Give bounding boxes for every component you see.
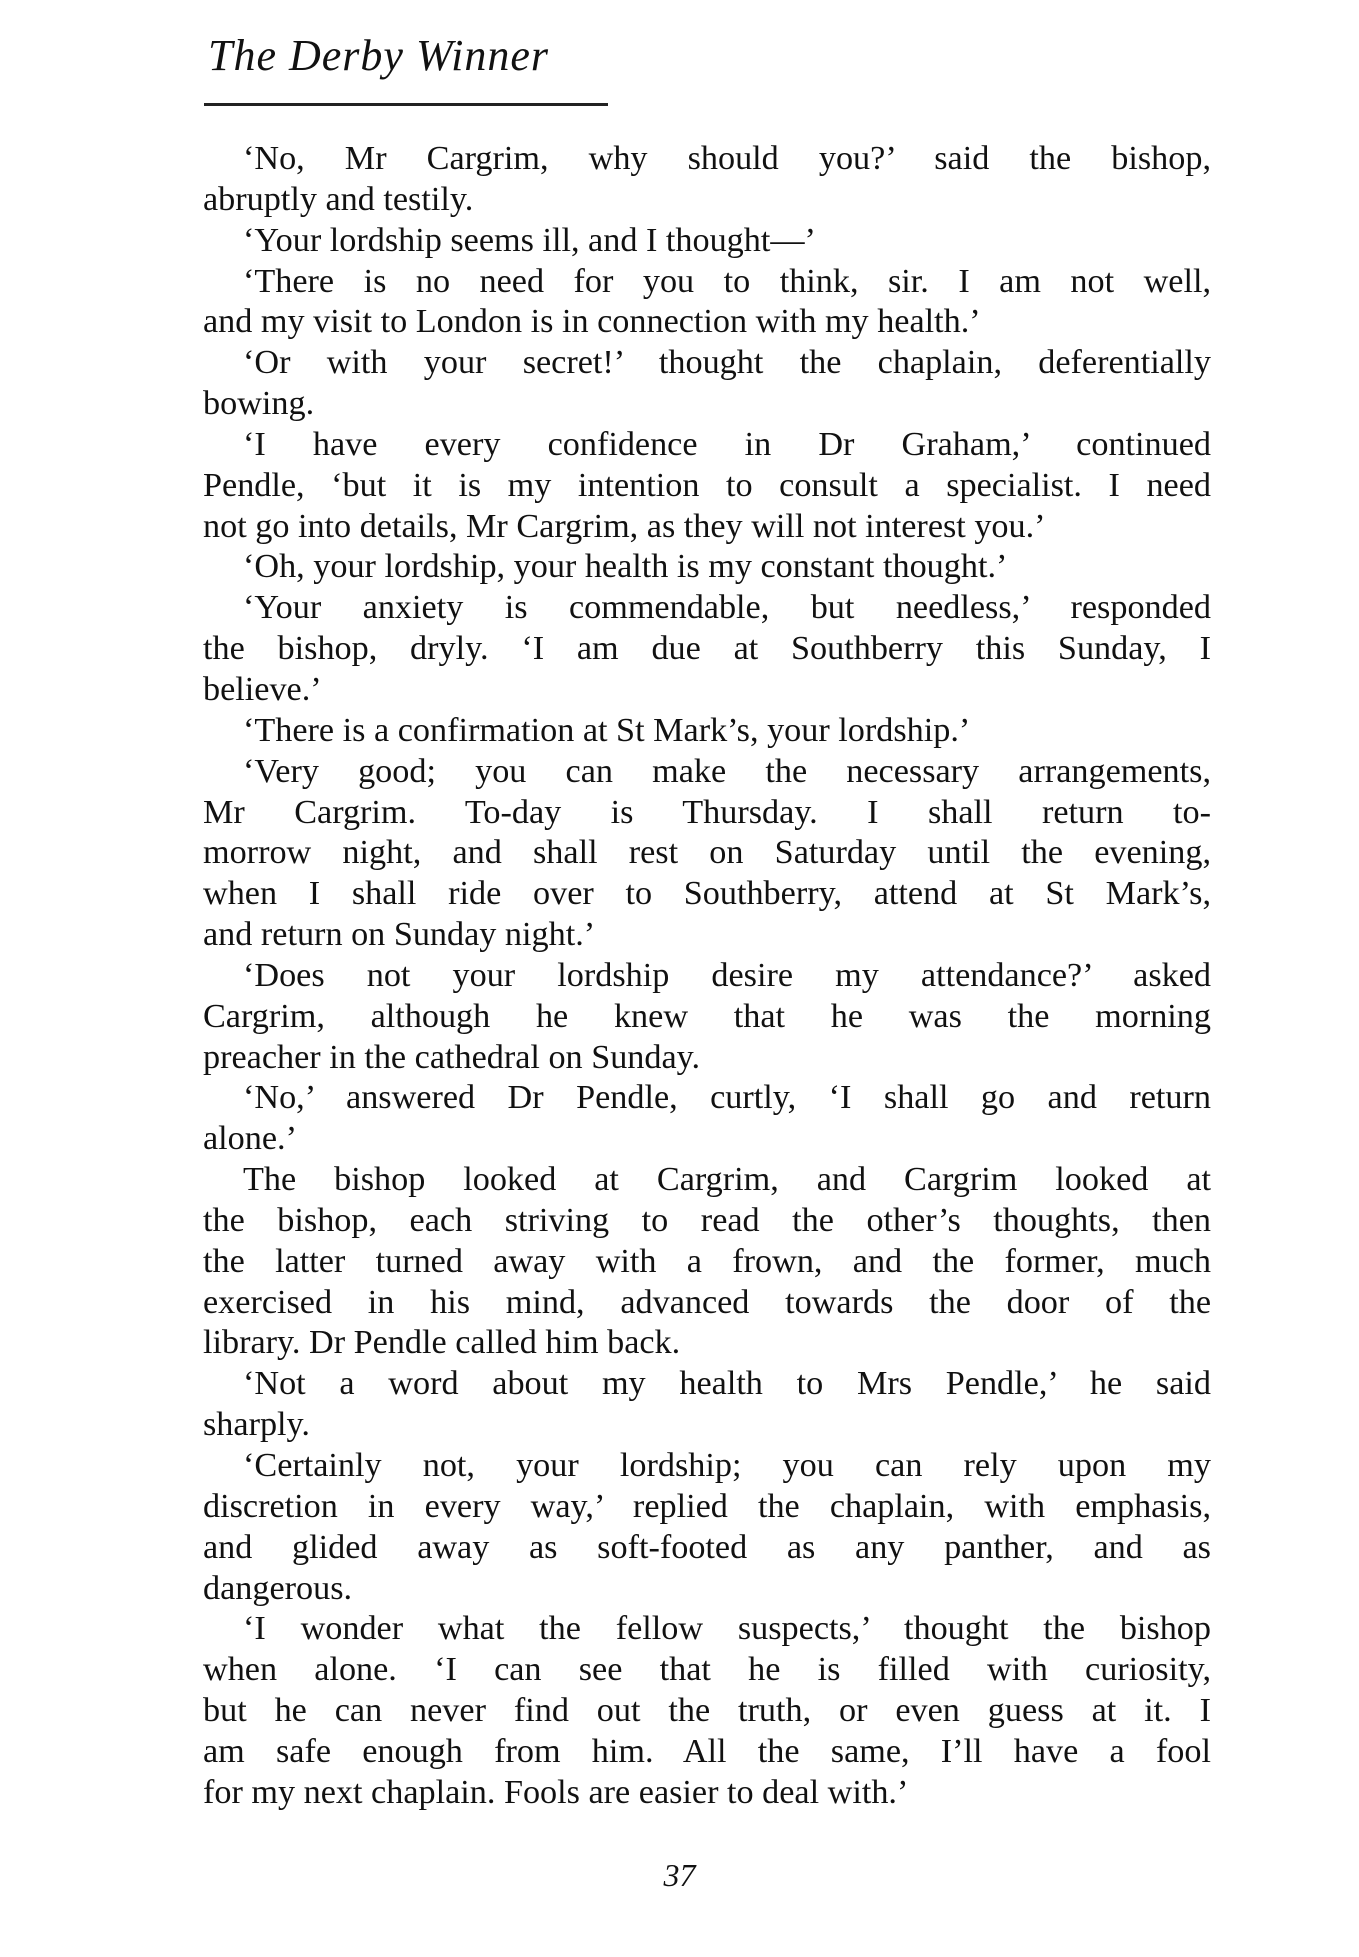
text-line: ‘Does not your lordship desire my attendance?’ asked <box>243 956 1211 994</box>
text-line: ‘No, Mr Cargrim, why should you?’ said the bishop, <box>243 140 1211 177</box>
paragraph <box>203 588 1211 711</box>
text-line: morrow night, and shall rest on Saturday until the evening, <box>203 834 1211 872</box>
text-line: ‘Certainly not, your lordship; you can rely upon my <box>243 1447 1211 1484</box>
text-line: the latter turned away with a frown, and the former, much <box>203 1242 1211 1280</box>
text-line: am safe enough from him. All the same, I’ll have a fool <box>203 1732 1211 1770</box>
text-line: ‘I have every confidence in Dr Graham,’ continued <box>243 425 1211 463</box>
paragraph <box>203 956 1211 1079</box>
text-line: Mr Cargrim. To-day is Thursday. I shall return to- <box>203 793 1211 831</box>
header-rule <box>204 103 608 106</box>
paragraph <box>203 1446 1211 1609</box>
text-line: ‘I wonder what the fellow suspects,’ thought the bishop <box>243 1610 1211 1648</box>
text-line: ‘Your lordship seems ill, and I thought—’ <box>243 221 816 259</box>
paragraph <box>203 343 1211 425</box>
text-line: ‘Very good; you can make the necessary arrangements, <box>243 752 1211 790</box>
text-line: ‘Or with your secret!’ thought the chaplain, deferentially <box>243 344 1211 382</box>
text-line: when alone. ‘I can see that he is filled with curiosity, <box>203 1651 1211 1689</box>
text-line: Cargrim, although he knew that he was the morning <box>203 997 1211 1035</box>
body-text <box>203 139 1211 1814</box>
text-line: preacher in the cathedral on Sunday. <box>203 1038 701 1076</box>
text-line: dangerous. <box>203 1569 353 1607</box>
paragraph <box>203 262 1211 344</box>
text-line: sharply. <box>203 1406 310 1444</box>
text-line: not go into details, Mr Cargrim, as they will not interest you.’ <box>203 507 1046 545</box>
text-line: Pendle, ‘but it is my intention to consult a specialist. I need <box>203 466 1211 504</box>
text-line: but he can never find out the truth, or even guess at it. I <box>203 1692 1211 1730</box>
running-head: The Derby Winner <box>208 31 550 80</box>
text-line: The bishop looked at Cargrim, and Cargrim looked at <box>243 1161 1211 1199</box>
paragraph <box>203 139 1211 221</box>
paragraph <box>203 1609 1211 1813</box>
text-line: exercised in his mind, advanced towards the door of the <box>203 1283 1211 1321</box>
text-line: when I shall ride over to Southberry, attend at St Mark’s, <box>203 875 1211 913</box>
page-number: 37 <box>663 1857 696 1893</box>
text-line: ‘There is a confirmation at St Mark’s, your lordship.’ <box>243 711 971 749</box>
text-line: abruptly and testily. <box>203 180 474 218</box>
paragraph <box>203 1364 1211 1446</box>
paragraph <box>203 425 1211 548</box>
paragraph <box>203 1078 1211 1160</box>
text-line: ‘No,’ answered Dr Pendle, curtly, ‘I shall go and return <box>243 1079 1211 1117</box>
text-line: the bishop, each striving to read the other’s thoughts, then <box>203 1201 1211 1239</box>
text-line: and return on Sunday night.’ <box>203 916 596 954</box>
text-line: and my visit to London is in connection with my health.’ <box>203 303 981 341</box>
text-line: believe.’ <box>203 670 322 708</box>
text-line: alone.’ <box>203 1120 297 1158</box>
text-line: ‘Oh, your lordship, your health is my constant thought.’ <box>243 548 1008 586</box>
text-line: for my next chaplain. Fools are easier to deal with.’ <box>203 1773 909 1811</box>
paragraph <box>203 221 1211 262</box>
paragraph <box>203 711 1211 752</box>
paragraph <box>203 752 1211 956</box>
text-line: the bishop, dryly. ‘I am due at Southberry this Sunday, I <box>203 630 1211 668</box>
text-line: ‘There is no need for you to think, sir. I am not well, <box>243 262 1211 300</box>
text-line: ‘Not a word about my health to Mrs Pendle,’ he said <box>243 1365 1211 1403</box>
text-line: discretion in every way,’ replied the chaplain, with emphasis, <box>203 1487 1211 1525</box>
paragraph <box>203 1160 1211 1364</box>
text-line: bowing. <box>203 385 315 423</box>
text-line: ‘Your anxiety is commendable, but needless,’ responded <box>243 589 1211 627</box>
text-line: library. Dr Pendle called him back. <box>203 1324 681 1362</box>
paragraph <box>203 547 1211 588</box>
text-line: and glided away as soft-footed as any panther, and as <box>203 1528 1211 1566</box>
